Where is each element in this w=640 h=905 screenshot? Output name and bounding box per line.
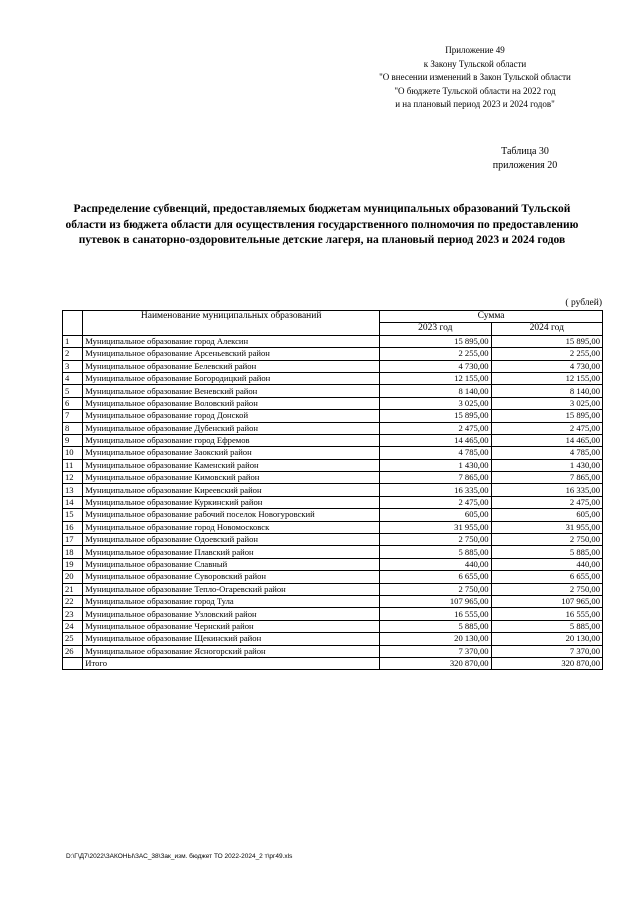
table-row	[63, 558, 603, 570]
row-number: 14	[63, 496, 83, 508]
row-amount-2023: 15 895,00	[380, 410, 491, 422]
row-amount-2024: 7 370,00	[491, 645, 602, 657]
table-row	[63, 360, 603, 372]
row-amount-2023: 15 895,00	[380, 335, 491, 347]
row-number: 5	[63, 385, 83, 397]
row-amount-2024: 6 655,00	[491, 571, 602, 583]
appendix-line: к Закону Тульской области	[423, 58, 527, 69]
table-row	[63, 521, 603, 533]
row-amount-2023: 5 885,00	[380, 546, 491, 558]
row-number: 4	[63, 372, 83, 384]
header-year-2024: 2024 год	[491, 323, 602, 335]
row-amount-2023: 107 965,00	[380, 595, 491, 607]
row-number: 21	[63, 583, 83, 595]
row-amount-2023: 440,00	[380, 558, 491, 570]
table-row	[63, 583, 603, 595]
row-name: Муниципальное образование город Ефремов	[83, 434, 380, 446]
row-number: 16	[63, 521, 83, 533]
appendix-line: Приложение 49	[445, 45, 505, 55]
row-number: 18	[63, 546, 83, 558]
table-row	[63, 372, 603, 384]
row-number: 3	[63, 360, 83, 372]
table-row	[63, 571, 603, 583]
table-row	[63, 348, 603, 360]
header-name: Наименование муниципальных образований	[83, 311, 380, 336]
table-row	[63, 335, 603, 347]
row-amount-2023: 8 140,00	[380, 385, 491, 397]
row-name: Муниципальное образование Славный	[83, 558, 380, 570]
file-path-footer: D:\Г\Д7\2022\ЗАКОНЫ\ЗАС_38\Зак_изм. бюджет ТО 2022-2024_2 т\рг49.xls	[66, 853, 293, 860]
table-row	[63, 484, 603, 496]
row-amount-2023: 2 475,00	[380, 422, 491, 434]
subvention-table	[62, 310, 603, 670]
row-amount-2024: 605,00	[491, 509, 602, 521]
row-amount-2023: 2 255,00	[380, 348, 491, 360]
table-row	[63, 422, 603, 434]
row-amount-2023: 5 885,00	[380, 620, 491, 632]
row-number: 26	[63, 645, 83, 657]
row-name: Муниципальное образование Суворовский район	[83, 571, 380, 583]
total-number-cell	[63, 657, 83, 669]
row-amount-2023: 4 785,00	[380, 447, 491, 459]
row-number: 15	[63, 509, 83, 521]
row-amount-2023: 2 750,00	[380, 534, 491, 546]
row-number: 20	[63, 571, 83, 583]
row-name: Муниципальное образование город Донской	[83, 410, 380, 422]
row-amount-2024: 7 865,00	[491, 472, 602, 484]
row-amount-2024: 2 255,00	[491, 348, 602, 360]
row-number: 23	[63, 608, 83, 620]
table-row	[63, 447, 603, 459]
row-name: Муниципальное образование Кимовский район	[83, 472, 380, 484]
total-row	[63, 657, 603, 669]
row-number: 11	[63, 459, 83, 471]
appendix-line: "О внесении изменений в Закон Тульской области	[379, 72, 571, 82]
row-amount-2024: 14 465,00	[491, 434, 602, 446]
row-name: Муниципальное образование Ясногорский район	[83, 645, 380, 657]
table-row	[63, 595, 603, 607]
table-row	[63, 620, 603, 632]
row-name: Муниципальное образование Узловский район	[83, 608, 380, 620]
row-number: 13	[63, 484, 83, 496]
row-number: 10	[63, 447, 83, 459]
row-amount-2023: 7 370,00	[380, 645, 491, 657]
row-name: Муниципальное образование рабочий поселок Новогуровский	[83, 509, 380, 521]
table-row	[63, 633, 603, 645]
header-number	[63, 311, 83, 336]
row-number: 2	[63, 348, 83, 360]
row-name: Муниципальное образование город Тула	[83, 595, 380, 607]
row-name: Муниципальное образование Белевский район	[83, 360, 380, 372]
total-label: Итого	[83, 657, 380, 669]
row-amount-2024: 16 335,00	[491, 484, 602, 496]
table-row	[63, 397, 603, 409]
table-reference	[470, 145, 580, 173]
row-name: Муниципальное образование Веневский район	[83, 385, 380, 397]
row-name: Муниципальное образование Воловский район	[83, 397, 380, 409]
row-number: 19	[63, 558, 83, 570]
row-amount-2024: 5 885,00	[491, 546, 602, 558]
row-name: Муниципальное образование Богородицкий район	[83, 372, 380, 384]
row-amount-2023: 1 430,00	[380, 459, 491, 471]
row-amount-2024: 4 785,00	[491, 447, 602, 459]
row-amount-2024: 8 140,00	[491, 385, 602, 397]
table-row	[63, 534, 603, 546]
header-year-2023: 2023 год	[380, 323, 491, 335]
row-amount-2024: 15 895,00	[491, 410, 602, 422]
table-ref-line: Таблица 30	[501, 146, 549, 157]
row-amount-2023: 20 130,00	[380, 633, 491, 645]
row-name: Муниципальное образование Одоевский район	[83, 534, 380, 546]
table-row	[63, 459, 603, 471]
row-name: Муниципальное образование Дубенский район	[83, 422, 380, 434]
row-number: 6	[63, 397, 83, 409]
row-amount-2023: 3 025,00	[380, 397, 491, 409]
table-row	[63, 608, 603, 620]
row-name: Муниципальное образование Куркинский район	[83, 496, 380, 508]
row-amount-2023: 16 555,00	[380, 608, 491, 620]
row-name: Муниципальное образование Арсеньевский район	[83, 348, 380, 360]
row-number: 25	[63, 633, 83, 645]
row-amount-2024: 20 130,00	[491, 633, 602, 645]
row-amount-2023: 2 475,00	[380, 496, 491, 508]
row-name: Муниципальное образование Щекинский район	[83, 633, 380, 645]
row-amount-2023: 7 865,00	[380, 472, 491, 484]
row-amount-2023: 6 655,00	[380, 571, 491, 583]
row-amount-2024: 2 750,00	[491, 534, 602, 546]
row-amount-2023: 605,00	[380, 509, 491, 521]
row-number: 9	[63, 434, 83, 446]
row-amount-2024: 2 750,00	[491, 583, 602, 595]
row-amount-2023: 16 335,00	[380, 484, 491, 496]
table-row	[63, 645, 603, 657]
row-number: 17	[63, 534, 83, 546]
unit-label: ( рублей)	[565, 298, 602, 308]
document-title: Распределение субвенций, предоставляемых бюджетам муниципальных образований Тульской области из бюджета области для осуществления государственного полномочия по предоставлению путевок в санаторно-оздоровительные детские лагеря, на плановый период 2023 и 2024 годов	[65, 203, 579, 246]
table-row	[63, 546, 603, 558]
appendix-line: "О бюджете Тульской области на 2022 год	[394, 85, 556, 96]
appendix-line: и на плановый период 2023 и 2024 годов"	[395, 99, 555, 109]
table-row	[63, 496, 603, 508]
row-number: 7	[63, 410, 83, 422]
table-row	[63, 385, 603, 397]
table-row	[63, 434, 603, 446]
row-amount-2024: 107 965,00	[491, 595, 602, 607]
row-name: Муниципальное образование Плавский район	[83, 546, 380, 558]
row-amount-2024: 3 025,00	[491, 397, 602, 409]
row-name: Муниципальное образование Чернский район	[83, 620, 380, 632]
row-amount-2024: 2 475,00	[491, 496, 602, 508]
row-amount-2024: 15 895,00	[491, 335, 602, 347]
row-amount-2023: 14 465,00	[380, 434, 491, 446]
row-amount-2023: 12 155,00	[380, 372, 491, 384]
row-amount-2024: 2 475,00	[491, 422, 602, 434]
table-ref-line: приложения 20	[492, 160, 558, 171]
header-sum: Сумма	[380, 311, 603, 323]
row-number: 24	[63, 620, 83, 632]
row-amount-2024: 12 155,00	[491, 372, 602, 384]
row-name: Муниципальное образование город Алексин	[83, 335, 380, 347]
row-number: 22	[63, 595, 83, 607]
row-amount-2024: 4 730,00	[491, 360, 602, 372]
row-amount-2023: 4 730,00	[380, 360, 491, 372]
row-name: Муниципальное образование Тепло-Огаревский район	[83, 583, 380, 595]
row-amount-2024: 16 555,00	[491, 608, 602, 620]
row-amount-2024: 31 955,00	[491, 521, 602, 533]
row-name: Муниципальное образование Каменский район	[83, 459, 380, 471]
row-amount-2023: 2 750,00	[380, 583, 491, 595]
row-amount-2023: 31 955,00	[380, 521, 491, 533]
row-number: 8	[63, 422, 83, 434]
row-amount-2024: 1 430,00	[491, 459, 602, 471]
row-number: 12	[63, 472, 83, 484]
table-row	[63, 472, 603, 484]
row-name: Муниципальное образование город Новомосковск	[83, 521, 380, 533]
total-amount-2024: 320 870,00	[491, 657, 602, 669]
total-amount-2023: 320 870,00	[380, 657, 491, 669]
row-name: Муниципальное образование Киреевский район	[83, 484, 380, 496]
row-number: 1	[63, 335, 83, 347]
table-row	[63, 410, 603, 422]
row-amount-2024: 440,00	[491, 558, 602, 570]
appendix-header	[340, 44, 610, 112]
row-name: Муниципальное образование Заокский район	[83, 447, 380, 459]
row-amount-2024: 5 885,00	[491, 620, 602, 632]
table-row	[63, 509, 603, 521]
